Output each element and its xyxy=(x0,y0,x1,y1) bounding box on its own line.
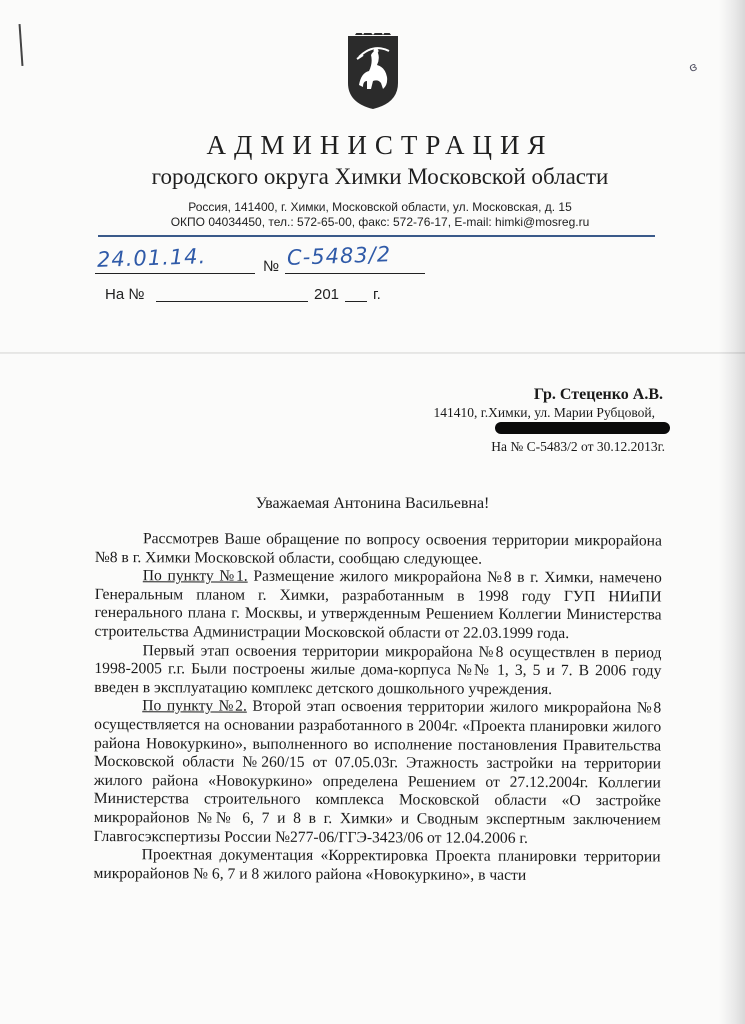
header-divider xyxy=(98,235,655,237)
paragraph-3: Первый этап освоения территории микрорайона №8 осуществлен в период 1998-2005 г.г. Были построены жилые дома-корпуса №№ 1, 3, 5 и 7. В 2006 году введен в эксплуатацию комплекс детского дошкольного учреждения. xyxy=(94,641,662,698)
paragraph-4 xyxy=(94,697,662,848)
letter-body xyxy=(93,530,662,886)
paragraph-2-text: Размещение жилого микрорайона №8 в г. Химки, намечено Генеральным планом г. Химки, разработанным в 1998 году ГУП НИиПИ генерального плана г. Москвы, и утвержденным Решением Коллегии Министерства строительства Администрации Московской области от 22.03.1999 года. xyxy=(94,567,662,643)
handwritten-number: С-5483/2 xyxy=(286,242,392,270)
handwritten-date: 24.01.14. xyxy=(96,244,207,272)
reference-year-blank xyxy=(345,301,367,302)
reference-year-suffix: г. xyxy=(373,286,381,303)
reference-prefix: На № xyxy=(105,286,145,303)
paragraph-4-lead: По пункту №2. xyxy=(142,697,247,716)
paragraph-4-text: Второй этап освоения территории жилого микрорайона №8 осуществляется на основании разработанного в 2004г. «Проекта планировки жилого района Новокуркино», выполненного во исполнение постановления Правительства Московской области №260/15 от 07.05.03г. Этажность застройки на территории жилого района «Новокуркино» определена Решением от 27.12.2004г. Коллегии Министерства строительного комплекса Московской области «О застройке микрорайонов №№ 6, 7 и 8 в г. Химки» и Сводным экспертным заключением Главгосэкспертизы России №277-06/ГГЭ-3423/06 от 12.04.2006 г. xyxy=(93,698,662,847)
date-underline xyxy=(95,273,255,274)
org-contacts: ОКПО 04034450, тел.: 572-65-00, факс: 572-76-17, E-mail: himki@mosreg.ru xyxy=(170,215,590,229)
corner-pen-mark: ɞ xyxy=(686,59,700,75)
redaction-bar xyxy=(495,422,670,434)
org-address: Россия, 141400, г. Химки, Московской области, ул. Московская, д. 15 xyxy=(188,200,572,214)
number-underline xyxy=(285,273,425,274)
coat-of-arms-icon xyxy=(345,33,401,111)
addressee-address: 141410, г.Химки, ул. Марии Рубцовой, xyxy=(433,405,655,420)
org-subtitle: городского округа Химки Московской области xyxy=(151,164,609,189)
addressee-reference: На № С-5483/2 от 30.12.2013г. xyxy=(491,439,665,454)
paragraph-2-lead: По пункту №1. xyxy=(142,567,248,585)
paragraph-5: Проектная документация «Корректировка Проекта планировки территории микрорайонов № 6, 7 и 8 жилого района «Новокуркино», в части xyxy=(93,846,661,884)
salutation: Уважаемая Антонина Васильевна! xyxy=(255,495,490,512)
reference-number-blank xyxy=(156,301,308,302)
paper-fold-line xyxy=(0,352,745,354)
pen-mark xyxy=(19,24,24,66)
number-sign: № xyxy=(263,258,280,275)
addressee-name: Гр. Стеценко А.В. xyxy=(533,386,663,403)
org-title: АДМИНИСТРАЦИЯ xyxy=(206,130,554,160)
reference-line xyxy=(100,286,500,308)
reference-year: 201 xyxy=(314,286,340,303)
paragraph-1: Рассмотрев Ваше обращение по вопросу освоения территории микрорайона №8 в г. Химки Московской области, сообщаю следующее. xyxy=(94,530,662,568)
paragraph-2 xyxy=(95,567,662,644)
registration-line xyxy=(95,242,655,276)
